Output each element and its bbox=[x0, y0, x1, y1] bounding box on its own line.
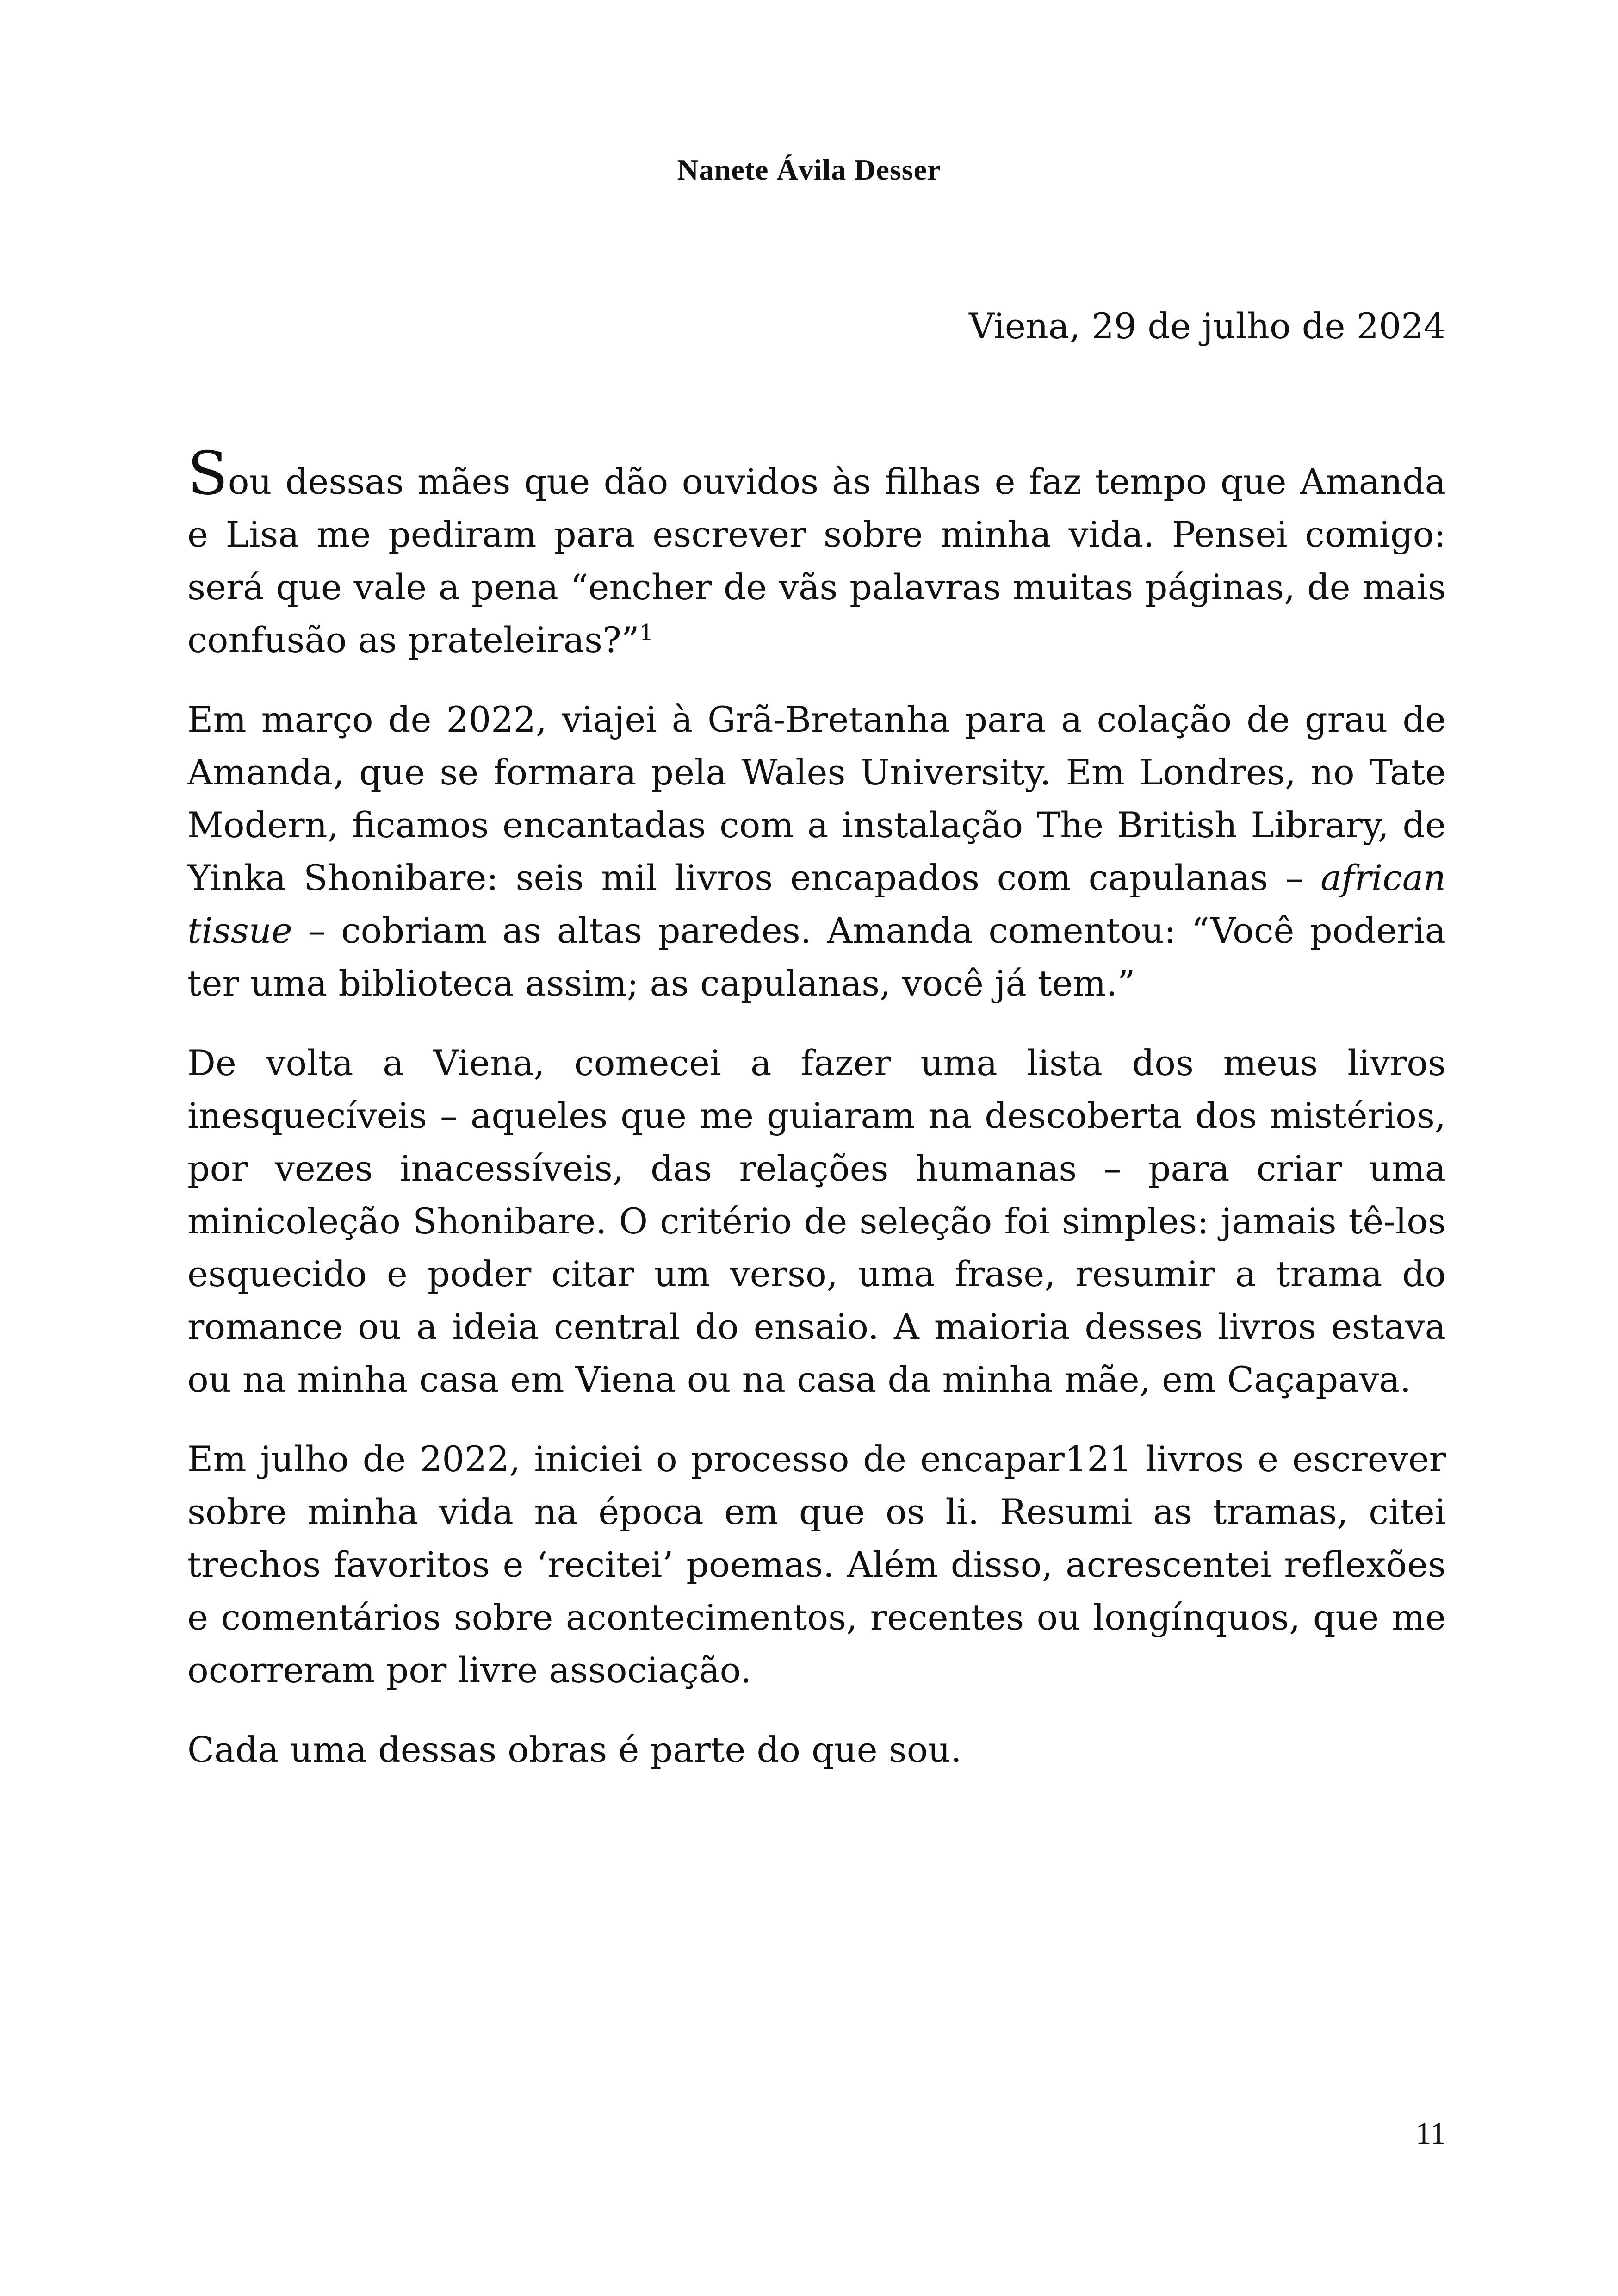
paragraph-1 bbox=[187, 439, 1446, 666]
drop-cap-initial: S bbox=[187, 439, 228, 508]
body-text bbox=[187, 439, 1446, 1803]
paragraph-2-italic-term: african tissue bbox=[187, 857, 1446, 951]
running-head-author: Nanete Ávila Desser bbox=[677, 153, 941, 186]
paragraph-4: Em julho de 2022, iniciei o processo de encapar121 livros e escrever sobre minha vida na época em que os li. Resumi as tramas, citei trechos favoritos e ‘recitei’ poemas. Além disso, acrescentei reflexões e comentários sobre acontecimentos, recentes ou longínquos, que me ocorreram por livre associação. bbox=[187, 1438, 1446, 1691]
dateline: Viena, 29 de julho de 2024 bbox=[969, 305, 1446, 347]
paragraph-2-text-start: Em março de 2022, viajei à Grã-Bretanha para a colação de grau de Amanda, que se formara pela Wales University. Em Londres, no Tate Modern, ficamos encantadas com a instalação The British Library, de Yinka Shonibare: seis mil livros encapados com capulanas – bbox=[187, 699, 1446, 898]
paragraph-2 bbox=[187, 693, 1446, 1010]
paragraph-5: Cada uma dessas obras é parte do que sou. bbox=[187, 1729, 962, 1770]
paragraph-1-text: ou dessas mães que dão ouvidos às filhas e faz tempo que Amanda e Lisa me pediram para escrever sobre minha vida. Pensei comigo: será que vale a pena “encher de vãs palavras muitas páginas, de mais confusão as prateleiras?” bbox=[187, 461, 1446, 660]
footnote-reference: 1 bbox=[639, 620, 654, 646]
paragraph-2-text-end: – cobriam as altas paredes. Amanda comentou: “Você poderia ter uma biblioteca assim; as capulanas, você já tem.” bbox=[187, 910, 1446, 1004]
page-number: 11 bbox=[1415, 2116, 1446, 2151]
paragraph-3: De volta a Viena, comecei a fazer uma lista dos meus livros inesquecíveis – aqueles que me guiaram na descoberta dos mistérios, por vezes inacessíveis, das relações humanas – para criar uma minicoleção Shonibare. O critério de seleção foi simples: jamais tê-los esquecido e poder citar um verso, uma frase, resumir a trama do romance ou a ideia central do ensaio. A maioria desses livros estava ou na minha casa em Viena ou na casa da minha mãe, em Caçapava. bbox=[187, 1042, 1446, 1400]
